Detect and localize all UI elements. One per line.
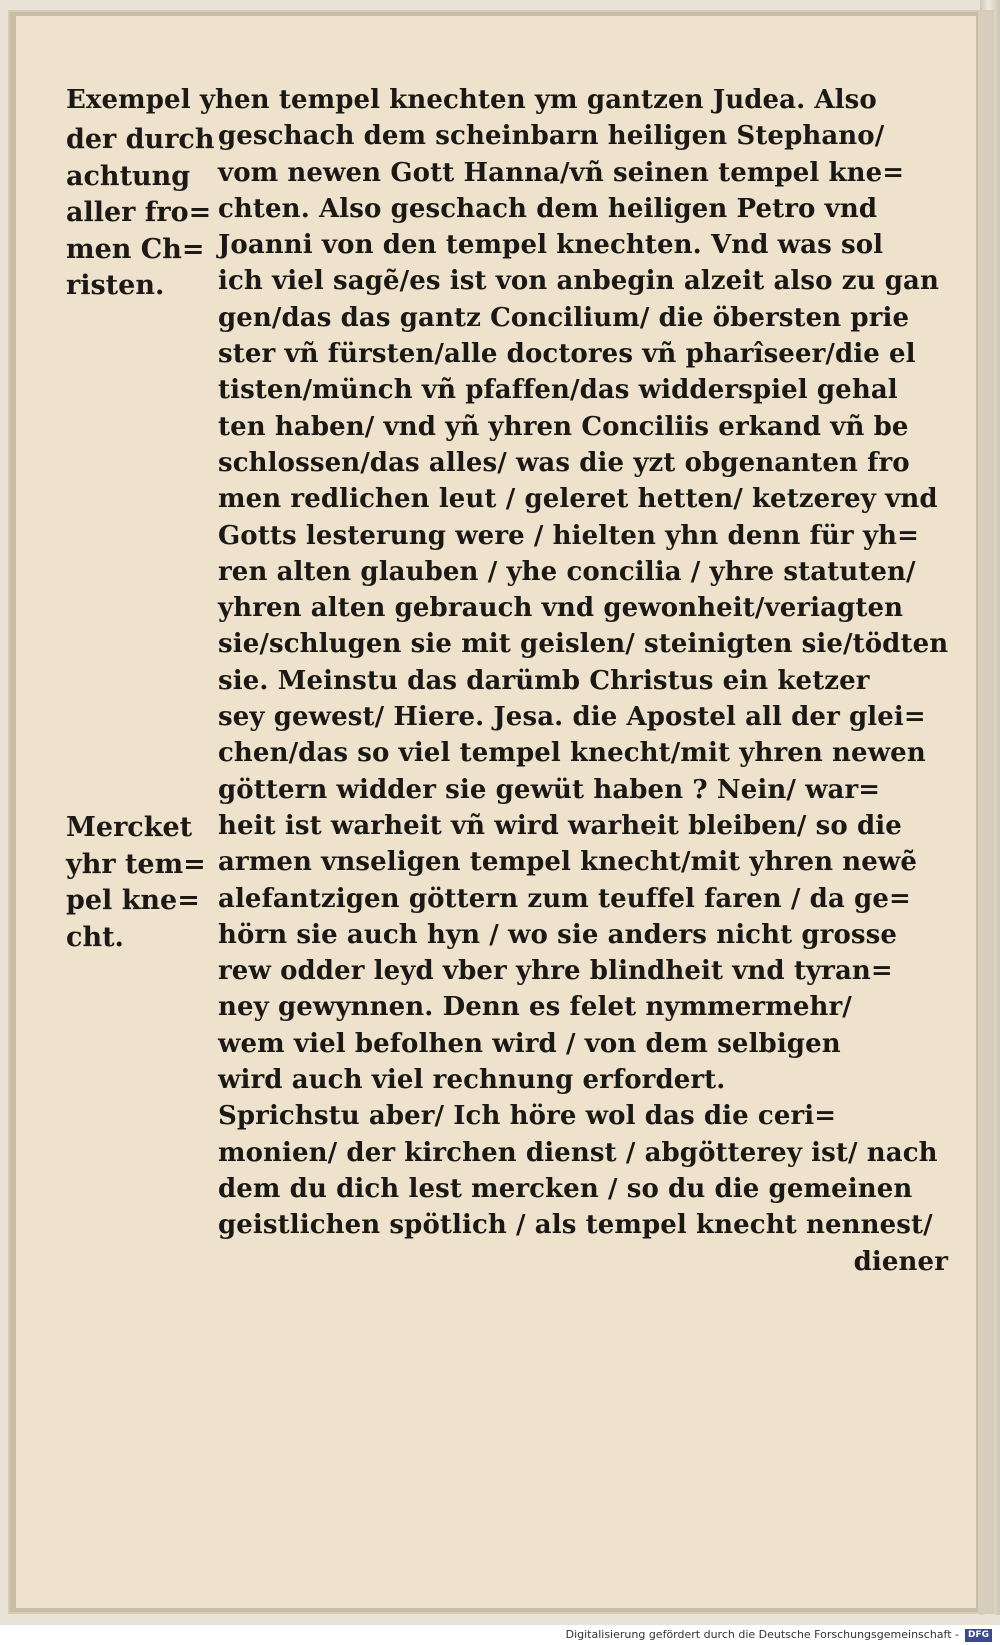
text-line: Sprichstu aber/ Ich höre wol das die ceri= <box>218 1101 837 1132</box>
text-line: sey gewest/ Hiere. Jesa. die Apostel all der glei= <box>218 702 926 733</box>
text-line: wem viel befolhen wird / von dem selbigen <box>218 1028 841 1059</box>
text-line: dem du dich lest mercken / so du die gemeinen <box>218 1173 913 1204</box>
text-line: geistlichen spötlich / als tempel knecht nennest/ <box>218 1210 933 1241</box>
text-line: geschach dem scheinbarn heiligen Stephano/ <box>218 121 885 152</box>
text-line: chen/das so viel tempel knecht/mit yhren newen <box>218 738 926 769</box>
text-line: hörn sie auch hyn / wo sie anders nicht grosse <box>218 919 898 950</box>
text-line: gen/das das gantz Concilium/ die öbersten prie <box>218 302 910 333</box>
text-line: men redlichen leut / geleret hetten/ ketzerey vnd <box>218 484 938 515</box>
first-line: Exempel yhen tempel knechten ym gantzen Judea. Also <box>66 85 877 115</box>
dfg-logo: DFG <box>965 1629 992 1642</box>
text-line: monien/ der kirchen dienst / abgötterey ist/ nach <box>218 1137 938 1168</box>
text-line: ich viel sagẽ/es ist von anbegin alzeit also zu gan <box>218 266 939 297</box>
text-line: alefantzigen göttern zum teuffel faren / da ge= <box>218 883 911 914</box>
text-line: armen vnseligen tempel knecht/mit yhren newẽ <box>218 847 918 878</box>
text-line: ren alten glauben / yhe concilia / yhre statuten/ <box>218 556 916 587</box>
text-line: wird auch viel rechnung erfordert. <box>218 1065 726 1096</box>
text-line: sie. Meinstu das darümb Christus ein ketzer <box>218 665 870 696</box>
footer-text: Digitalisierung gefördert durch die Deutsche Forschungsgemeinschaft - <box>565 1628 959 1641</box>
text-line: vom newen Gott Hanna/vñ seinen tempel kne= <box>218 157 905 188</box>
text-line: göttern widder sie gewüt haben ? Nein/ war= <box>218 774 881 805</box>
text-line: ten haben/ vnd yñ yhren Conciliis erkand vñ be <box>218 411 909 442</box>
text-line: chten. Also geschach dem heiligen Petro vnd <box>218 193 878 224</box>
text-line: Gotts lesterung were / hielten yhn denn für yh= <box>218 520 919 551</box>
text-line: yhren alten gebrauch vnd gewonheit/veriagten <box>218 593 904 624</box>
text-line: schlossen/das alles/ was die yzt obgenanten fro <box>218 447 910 478</box>
text-line: tisten/münch vñ pfaffen/das widderspiel gehal <box>218 375 898 406</box>
body-lines <box>218 118 948 1243</box>
text-line: sie/schlugen sie mit geislen/ steinigten sie/tödten <box>218 629 949 660</box>
text-line: ney gewynnen. Denn es felet nymmermehr/ <box>218 992 852 1023</box>
margin-note-2: Mercket yhr tem= pel kne= cht. <box>66 812 206 953</box>
text-line: Joanni von den tempel knechten. Vnd was sol <box>218 230 884 261</box>
text-line: heit ist warheit vñ wird warheit bleiben/ so die <box>218 810 902 841</box>
footer-bar <box>0 1625 1000 1645</box>
catchword: diener <box>853 1246 948 1277</box>
margin-note-1: der durch achtung aller fro= men Ch= risten. <box>66 124 215 301</box>
text-line: ster vñ fürsten/alle doctores vñ pharîseer/die el <box>218 339 916 370</box>
text-line: rew odder leyd vber yhre blindheit vnd tyran= <box>218 956 893 987</box>
